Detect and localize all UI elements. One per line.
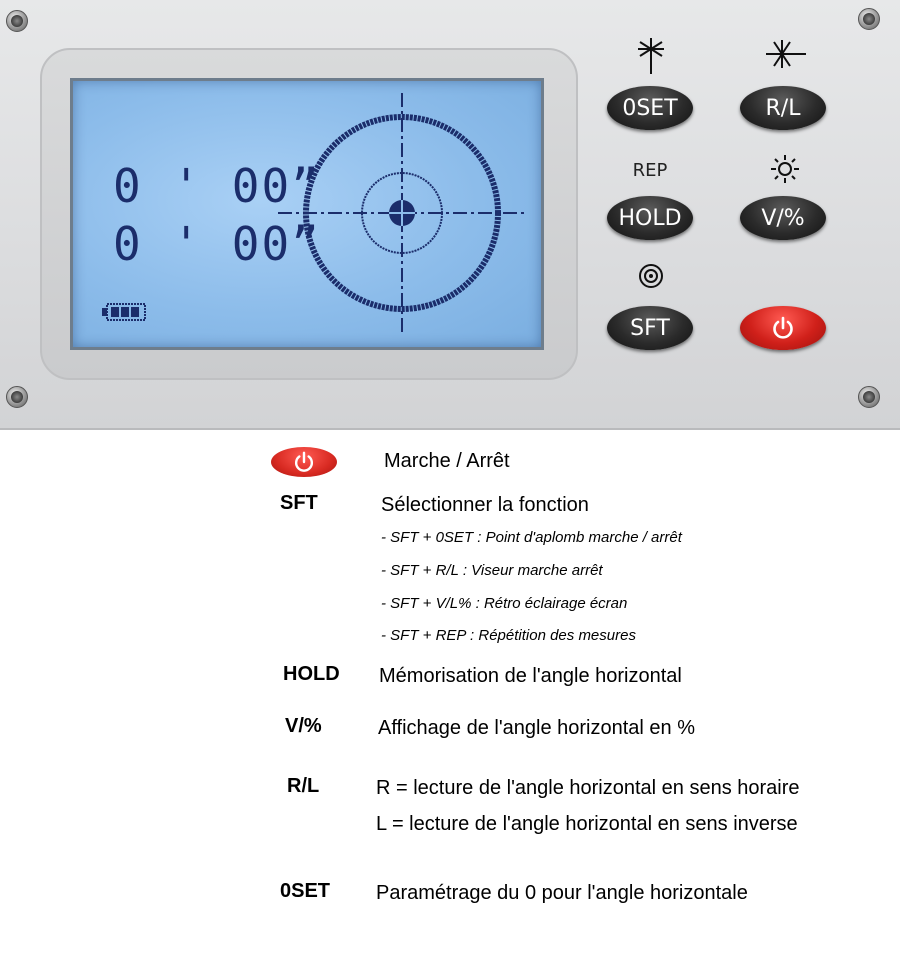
shift-button[interactable]: SFT <box>607 306 693 350</box>
legend-sft-text: Sélectionner la fonction <box>381 494 589 516</box>
target-icon <box>637 262 665 290</box>
legend-rl-key: R/L <box>287 775 320 797</box>
legend-rl-text2: L = lecture de l'angle horizontal en sens inverse <box>376 813 798 835</box>
v-percent-button[interactable]: V/% <box>740 196 826 240</box>
rep-caption: REP <box>632 160 668 181</box>
plummet-laser-icon <box>634 36 668 76</box>
rl-button[interactable]: R/L <box>740 86 826 130</box>
power-icon <box>292 450 316 474</box>
sun-icon <box>770 154 800 184</box>
battery-icon <box>101 303 147 321</box>
legend-sft-sub1: - SFT + 0SET : Point d'aplomb marche / arrêt <box>381 529 682 546</box>
legend-v-text: Affichage de l'angle horizontal en % <box>378 717 696 739</box>
legend-sft-key: SFT <box>280 492 318 514</box>
power-icon <box>770 315 796 341</box>
reticle-icon <box>278 93 526 335</box>
legend-sft-sub4: - SFT + REP : Répétition des mesures <box>381 627 636 644</box>
laser-pointer-icon <box>764 38 808 70</box>
legend-zero-key: 0SET <box>280 880 331 902</box>
screw-icon <box>858 386 880 408</box>
angle-readout-bottom: 0 ' 00” <box>113 217 321 271</box>
legend-hold-key: HOLD <box>283 663 340 685</box>
legend-zero-text: Paramétrage du 0 pour l'angle horizontale <box>376 882 748 904</box>
legend-sft-sub3: - SFT + V/L% : Rétro éclairage écran <box>381 595 628 612</box>
legend-sft-sub2: - SFT + R/L : Viseur marche arrêt <box>381 562 603 579</box>
screw-icon <box>6 10 28 32</box>
legend-rl-text1: R = lecture de l'angle horizontal en sens horaire <box>376 777 800 799</box>
legend-hold-text: Mémorisation de l'angle horizontal <box>379 665 682 687</box>
legend-power-text: Marche / Arrêt <box>384 450 510 472</box>
legend-power-icon <box>271 447 337 477</box>
zero-set-button[interactable]: 0SET <box>607 86 693 130</box>
device-panel <box>0 0 900 430</box>
hold-button[interactable]: HOLD <box>607 196 693 240</box>
angle-readout-top: 0 ' 00” <box>113 159 321 213</box>
power-button[interactable] <box>740 306 826 350</box>
screw-icon <box>6 386 28 408</box>
screw-icon <box>858 8 880 30</box>
lcd-display <box>70 78 544 350</box>
legend-v-key: V/% <box>285 715 322 737</box>
